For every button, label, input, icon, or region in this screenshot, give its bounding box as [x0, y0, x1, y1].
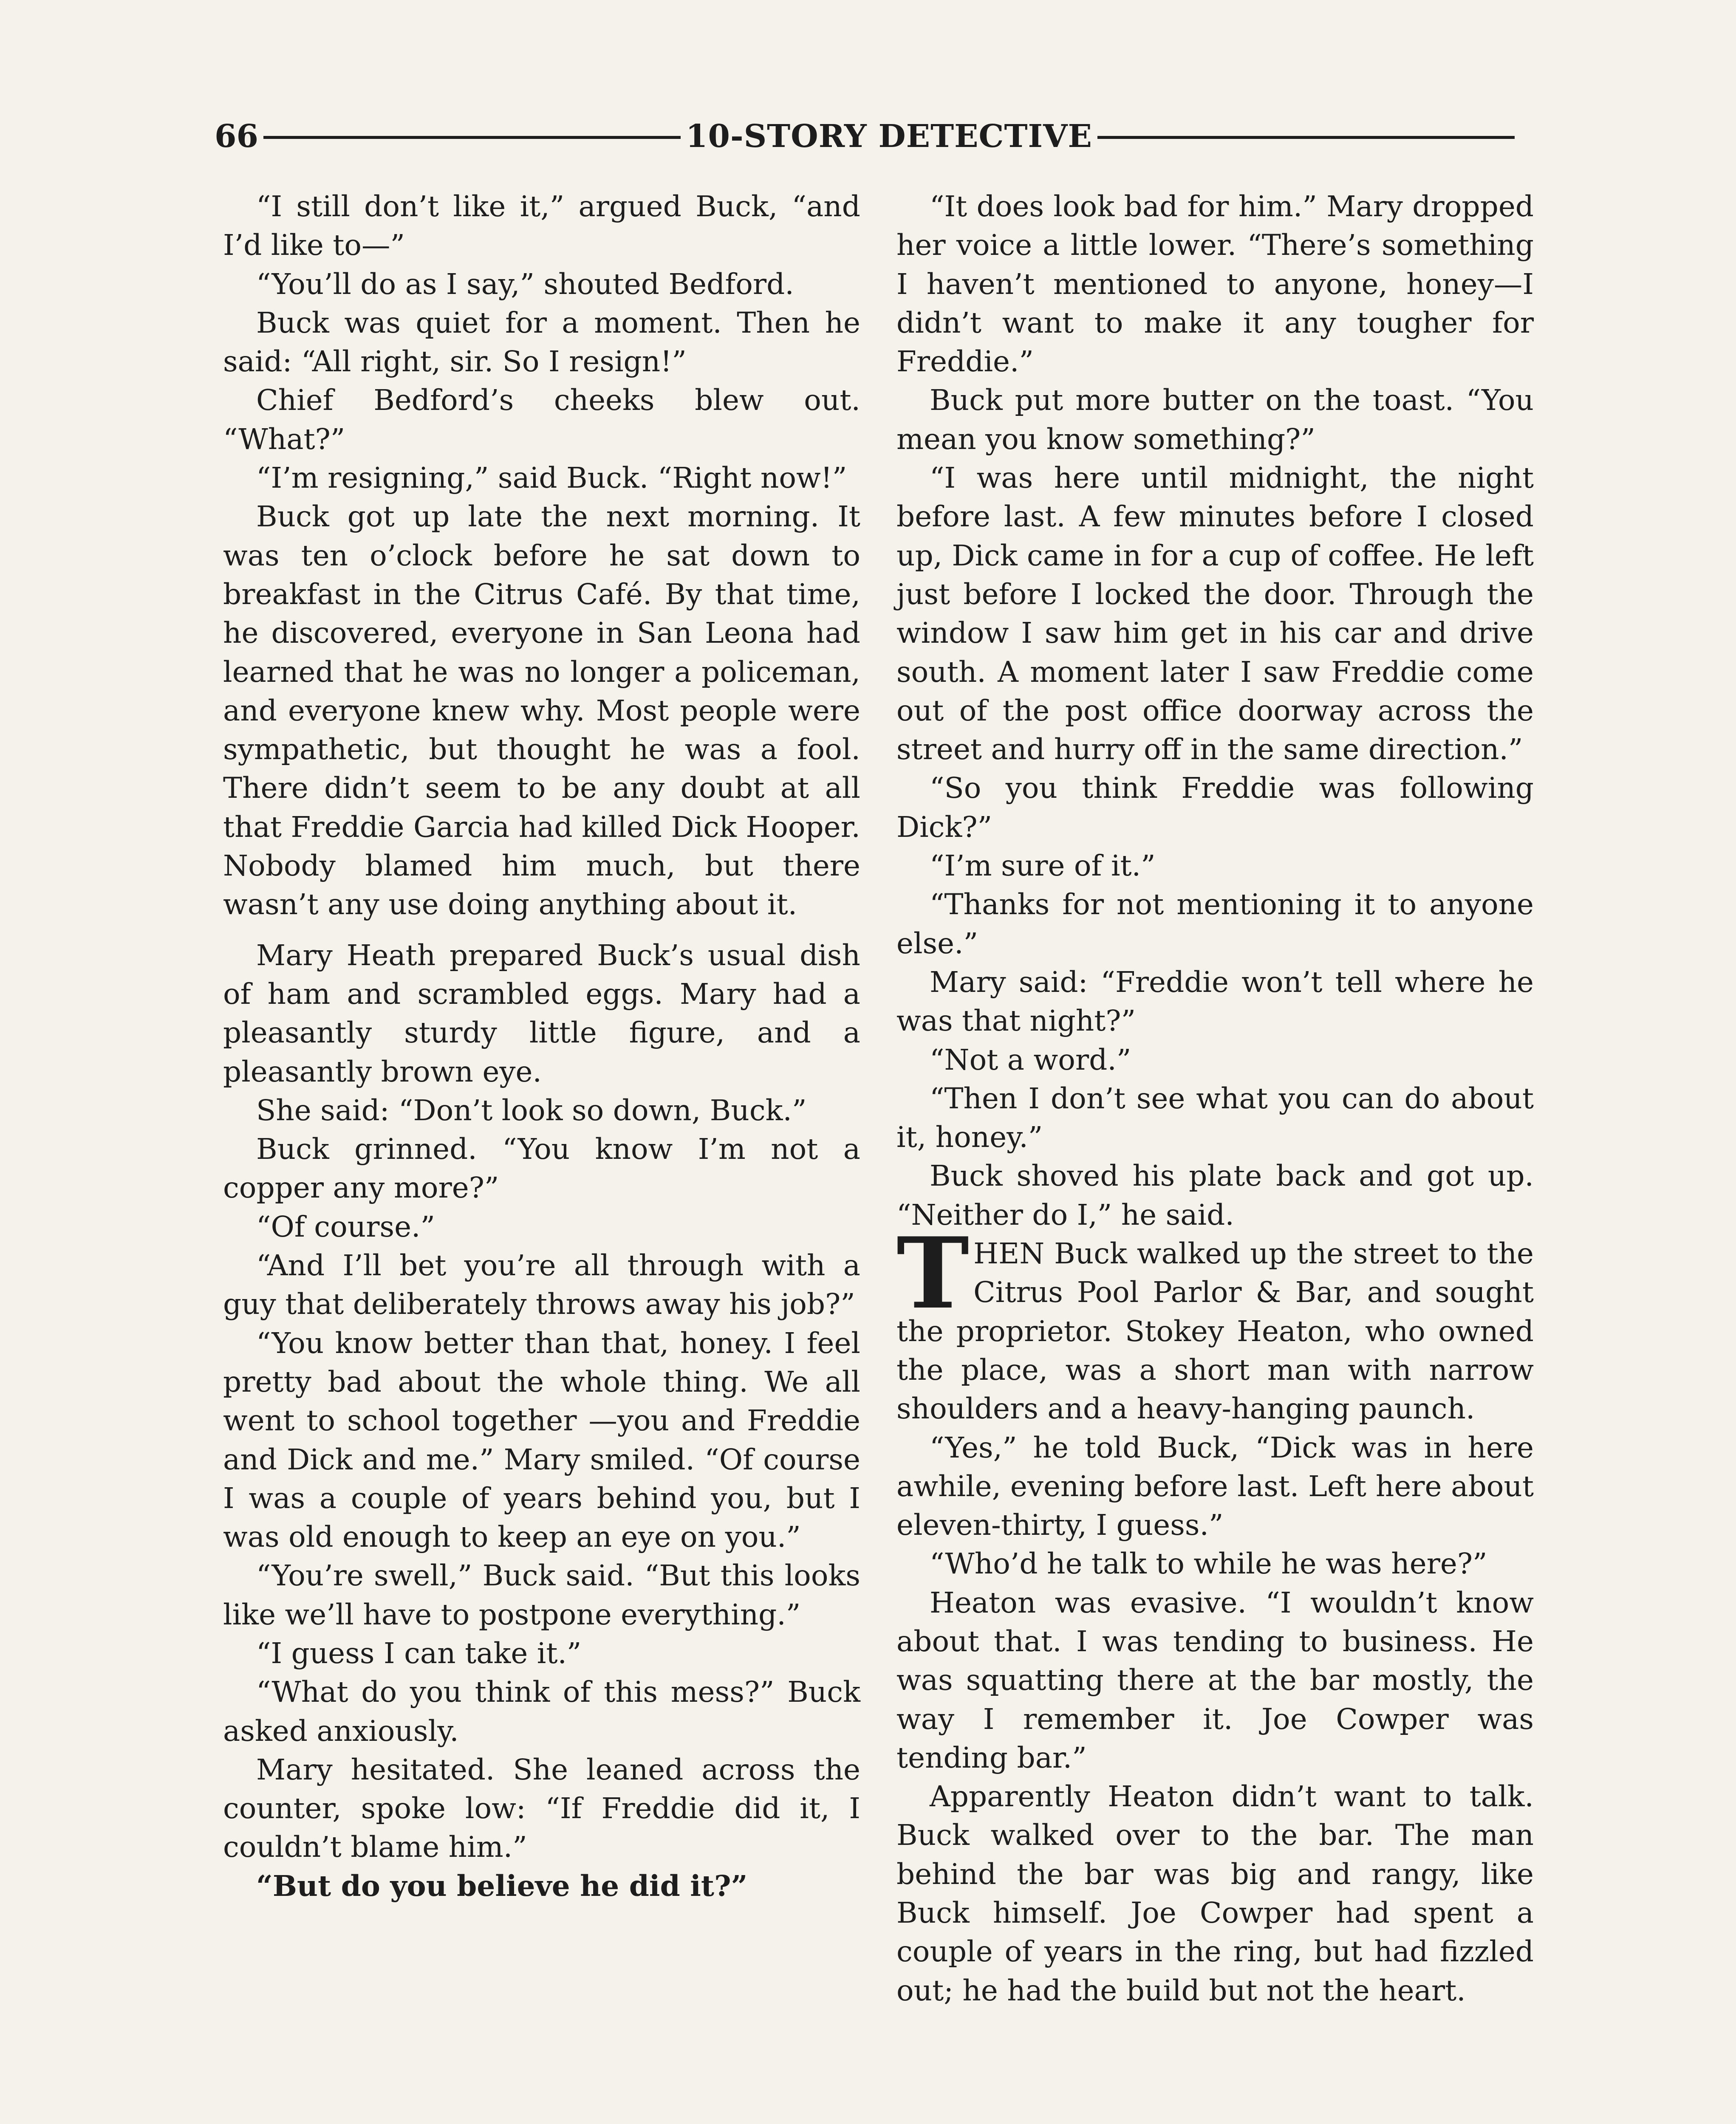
- paragraph: “You know better than that, honey. I feel pretty bad about the whole thing. We all went to school together —you and Freddie and Dick and me.” Mary smiled. “Of course I was a couple of years behind you, but I was old enough to keep an eye on you.”: [223, 1326, 860, 1554]
- drop-cap: T: [896, 1216, 970, 1331]
- paragraph: Chief Bedford’s cheeks blew out. “What?”: [223, 383, 860, 456]
- paragraph: Mary Heath prepared Buck’s usual dish of ham and scrambled eggs. Mary had a pleasantly sturdy little figure, and a pleasantly brown eye.: [223, 938, 860, 1088]
- paragraph: Mary said: “Freddie won’t tell where he was that night?”: [896, 965, 1534, 1038]
- page-number: 66: [215, 118, 258, 155]
- paragraph: “It does look bad for him.” Mary dropped her voice a little lower. “There’s something I haven’t mentioned to anyone, honey—I didn’t want to make it any tougher for Freddie.”: [896, 189, 1534, 378]
- paragraph: “Not a word.”: [930, 1042, 1131, 1076]
- paragraph: “Yes,” he told Buck, “Dick was in here awhile, evening before last. Left here about eleven-thirty, I guess.”: [896, 1430, 1534, 1542]
- running-header: [215, 109, 1515, 164]
- magazine-title: 10-STORY DETECTIVE: [686, 118, 1092, 155]
- paragraph: Buck got up late the next morning. It was ten o’clock before he sat down to breakfast in the Citrus Café. By that time, he discovered, everyone in San Leona had learned that he was no longer a policeman, and everyone knew why. Most people were sympathetic, but thought he was a fool. There didn’t seem to be any doubt at all that Freddie Garcia had killed Dick Hooper. Nobody blamed him much, but there wasn’t any use doing anything about it.: [223, 500, 860, 921]
- paragraph: Buck grinned. “You know I’m not a copper any more?”: [223, 1132, 860, 1205]
- paragraph: She said: “Don’t look so down, Buck.”: [256, 1093, 807, 1127]
- paragraph: “I still don’t like it,” argued Buck, “and I’d like to—”: [223, 189, 860, 262]
- paragraph: “Of course.”: [256, 1209, 435, 1243]
- paragraph: “Then I don’t see what you can do about it, honey.”: [896, 1081, 1534, 1154]
- paragraph: “What do you think of this mess?” Buck asked anxiously.: [223, 1675, 860, 1748]
- left-column: [223, 187, 860, 1905]
- section-opening-paragraph: [896, 1216, 1534, 1428]
- header-rule-right: [1097, 136, 1515, 139]
- paragraph: “Who’d he talk to while he was here?”: [930, 1547, 1487, 1581]
- paragraph: “Thanks for not mentioning it to anyone else.”: [896, 887, 1534, 960]
- paragraph: “I was here until midnight, the night before last. A few minutes before I closed up, Dick came in for a cup of coffee. He left just before I locked the door. Through the window I saw him get in his car and drive south. A moment later I saw Freddie come out of the post office doorway across the street and hurry off in the same direction.”: [896, 461, 1534, 766]
- header-rule-left: [263, 136, 681, 139]
- right-column: [896, 187, 1534, 2010]
- paragraph: “I’m resigning,” said Buck. “Right now!”: [256, 461, 847, 495]
- paragraph: “I guess I can take it.”: [256, 1636, 582, 1670]
- drop-paragraph-text: HEN Buck walked up the street to the Citrus Pool Parlor & Bar, and sought the proprietor. Stokey Heaton, who owned the place, was a short man with narrow shoulders and a heavy-hanging paunch.: [896, 1237, 1534, 1426]
- paragraph: “I’m sure of it.”: [930, 849, 1156, 883]
- paragraph: Apparently Heaton didn’t want to talk. Buck walked over to the bar. The man behind the bar was big and rangy, like Buck himself. Joe Cowper had spent a couple of years in the ring, but had fizzled out; he had the build but not the heart.: [896, 1779, 1534, 2007]
- paragraph: “So you think Freddie was following Dick?”: [896, 771, 1534, 844]
- paragraph: “You’re swell,” Buck said. “But this looks like we’ll have to postpone everything.”: [223, 1559, 860, 1631]
- paragraph: Heaton was evasive. “I wouldn’t know about that. I was tending to business. He was squatting there at the bar mostly, the way I remember it. Joe Cowper was tending bar.”: [896, 1585, 1534, 1774]
- paragraph: Mary hesitated. She leaned across the counter, spoke low: “If Freddie did it, I couldn’t blame him.”: [223, 1752, 860, 1864]
- paragraph: Buck put more butter on the toast. “You mean you know something?”: [896, 383, 1534, 456]
- paragraph: “But do you believe he did it?”: [256, 1869, 748, 1903]
- paragraph: Buck shoved his plate back and got up. “Neither do I,” he said.: [896, 1159, 1534, 1231]
- paragraph: “You’ll do as I say,” shouted Bedford.: [256, 267, 794, 301]
- paragraph: Buck was quiet for a moment. Then he said: “All right, sir. So I resign!”: [223, 305, 860, 378]
- paragraph: “And I’ll bet you’re all through with a guy that deliberately throws away his job?”: [223, 1248, 860, 1321]
